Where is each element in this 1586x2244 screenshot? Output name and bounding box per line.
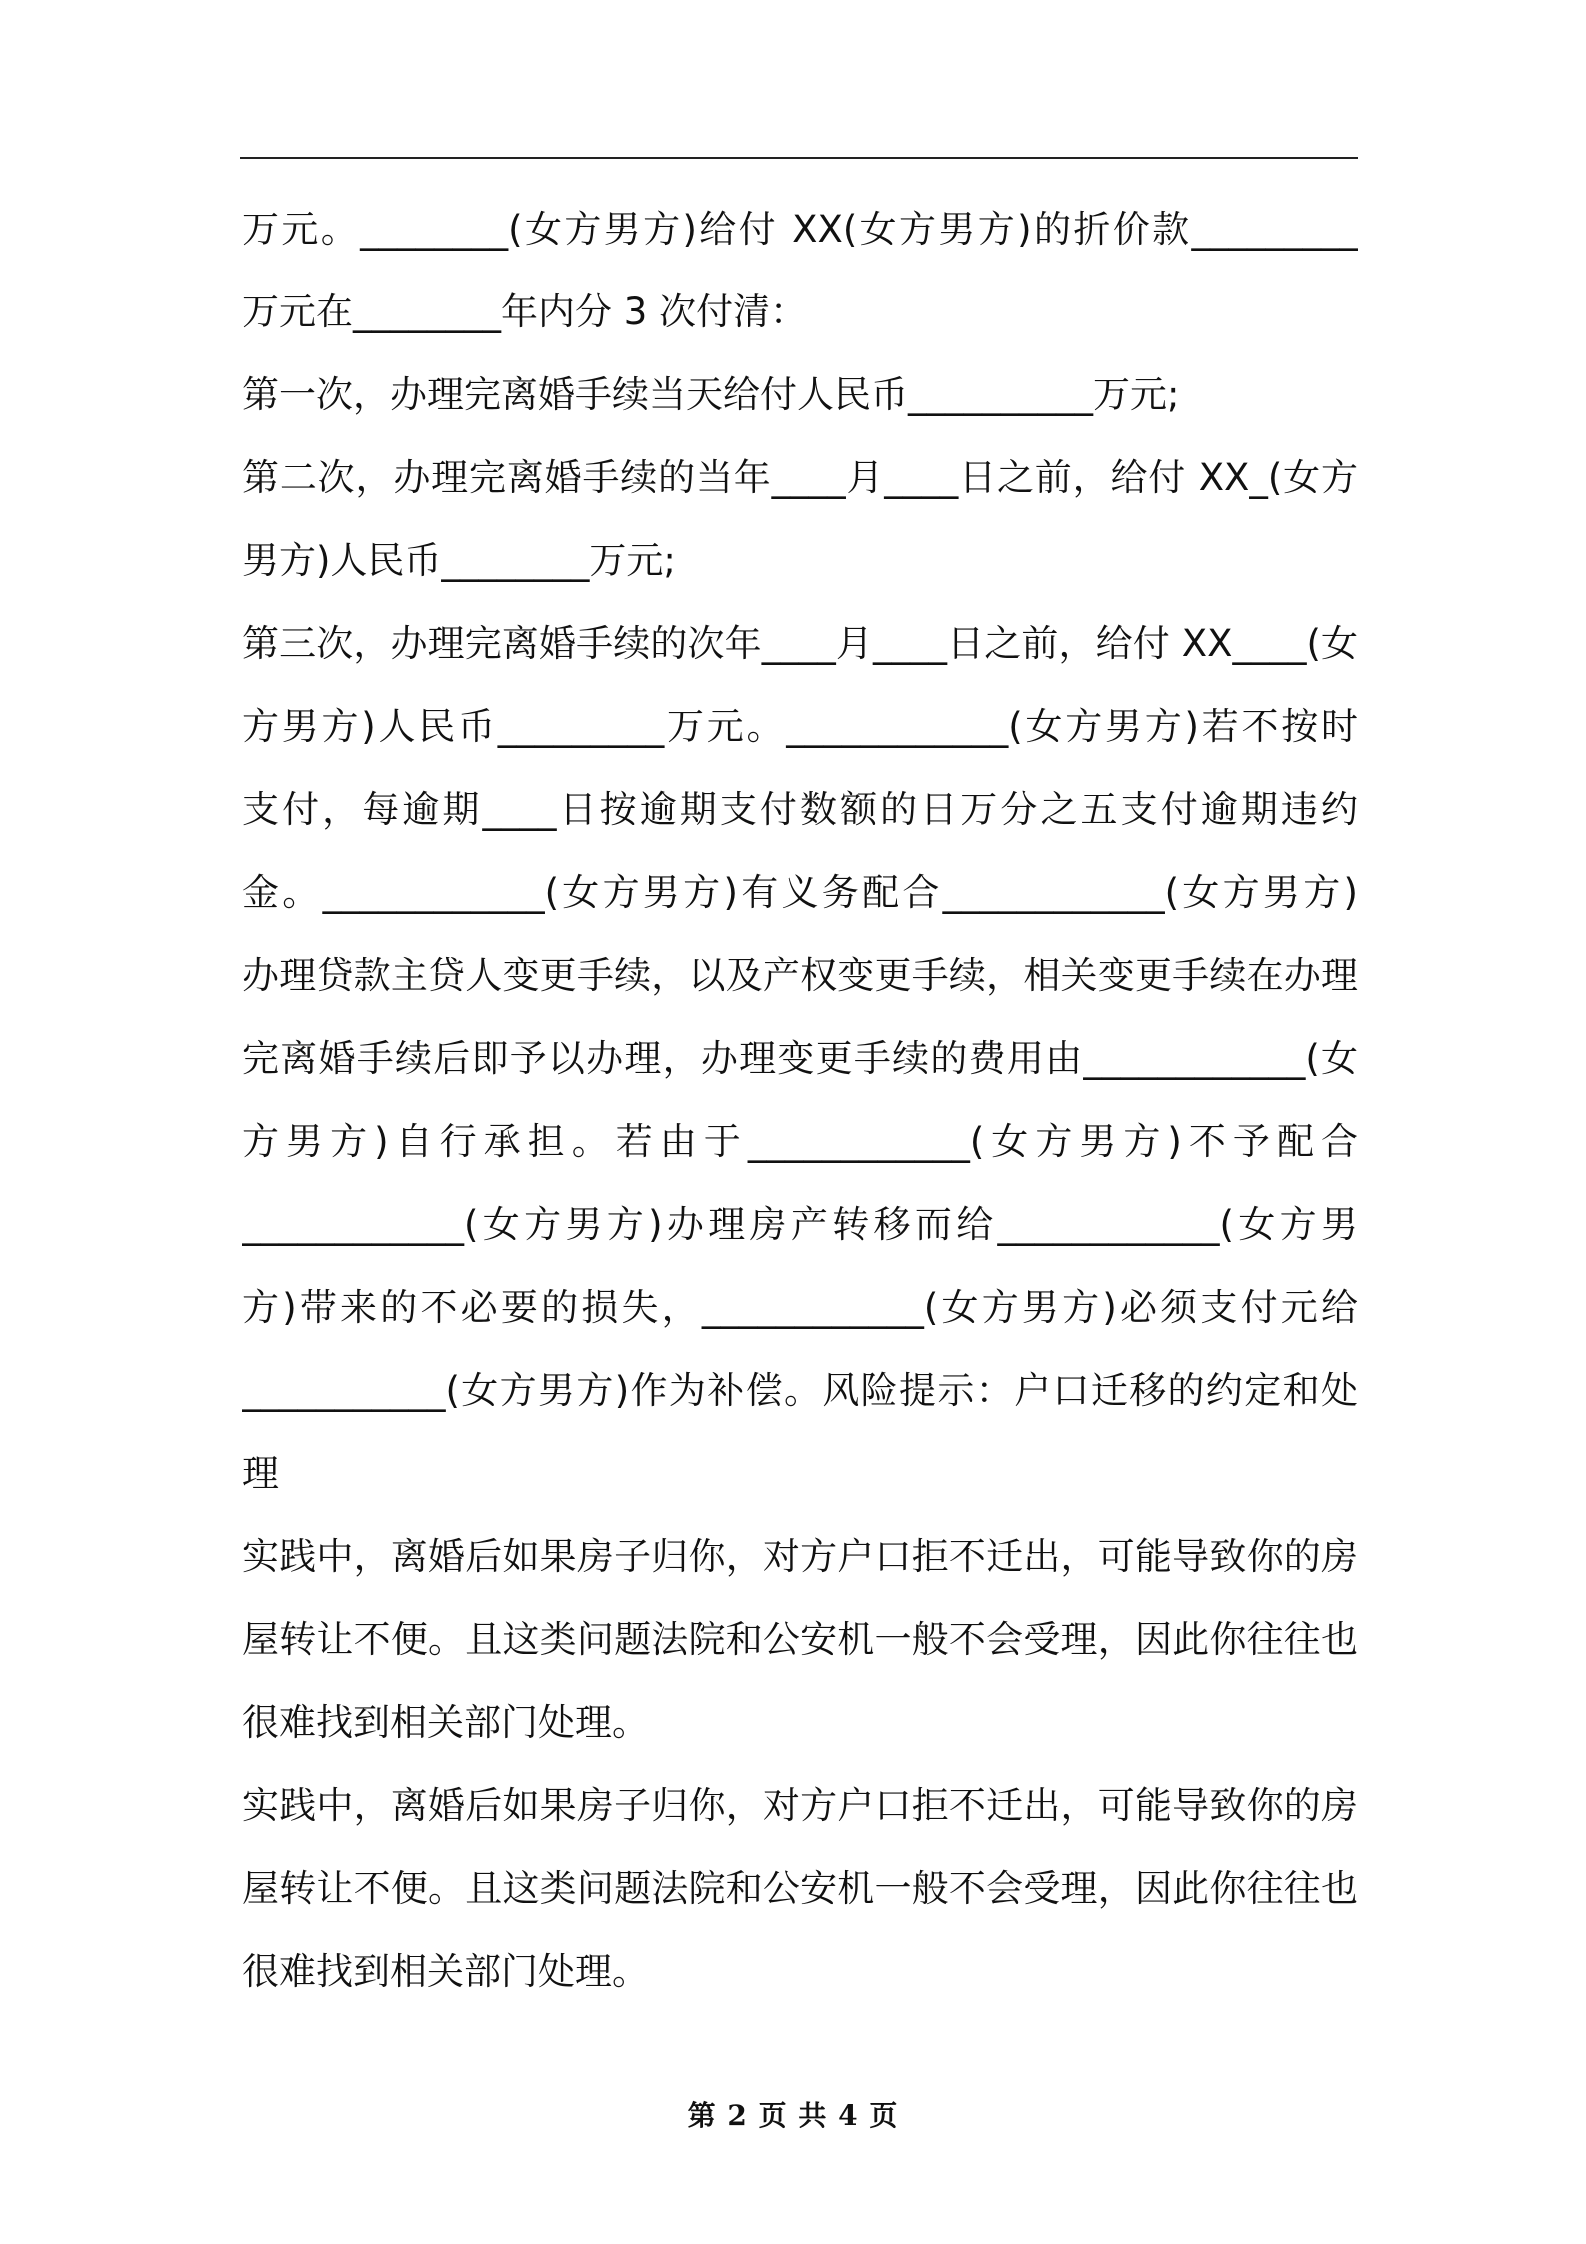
text-line: 很难找到相关部门处理。 — [242, 1701, 649, 1744]
text-line: 万元在________年内分 3 次付清： — [242, 290, 808, 333]
text-line: 第三次，办理完离婚手续的次年____月____日之前，给付 XX____(女 — [242, 622, 1358, 665]
text-line: 完离婚手续后即予以办理，办理变更手续的费用由____________(女 — [242, 1037, 1358, 1080]
text-line: 实践中，离婚后如果房子归你，对方户口拒不迁出，可能导致你的房 — [242, 1535, 1358, 1578]
text-line: 支付，每逾期____日按逾期支付数额的日万分之五支付逾期违约 — [242, 788, 1358, 831]
text-line: 理 — [242, 1452, 279, 1495]
text-line: 万元。________(女方男方)给付 XX(女方男方)的折价款_________ — [242, 208, 1358, 251]
text-line: ____________(女方男方)办理房产转移而给____________(女方男 — [242, 1203, 1358, 1246]
text-line: 屋转让不便。且这类问题法院和公安机一般不会受理，因此你往往也 — [242, 1867, 1358, 1910]
text-line: 第二次，办理完离婚手续的当年____月____日之前，给付 XX_(女方 — [242, 456, 1358, 499]
text-line: 金。____________(女方男方)有义务配合____________(女方男方) — [242, 871, 1358, 914]
page-number: 第 2 页 共 4 页 — [687, 2099, 899, 2132]
text-line: 方男方)人民币_________万元。____________(女方男方)若不按时 — [242, 705, 1358, 748]
text-line: 第一次，办理完离婚手续当天给付人民币__________万元; — [242, 373, 1180, 416]
text-line: 实践中，离婚后如果房子归你，对方户口拒不迁出，可能导致你的房 — [242, 1784, 1358, 1827]
header-rule — [240, 157, 1358, 159]
text-line: 男方)人民币________万元; — [242, 539, 676, 582]
text-line: 办理贷款主贷人变更手续，以及产权变更手续，相关变更手续在办理 — [242, 954, 1358, 997]
text-line: 很难找到相关部门处理。 — [242, 1950, 649, 1993]
text-line: 方男方)自行承担。若由于____________(女方男方)不予配合 — [242, 1120, 1358, 1163]
text-line: 方)带来的不必要的损失，____________(女方男方)必须支付元给 — [242, 1286, 1358, 1329]
text-line: ___________(女方男方)作为补偿。风险提示：户口迁移的约定和处 — [242, 1369, 1358, 1412]
text-line: 屋转让不便。且这类问题法院和公安机一般不会受理，因此你往往也 — [242, 1618, 1358, 1661]
